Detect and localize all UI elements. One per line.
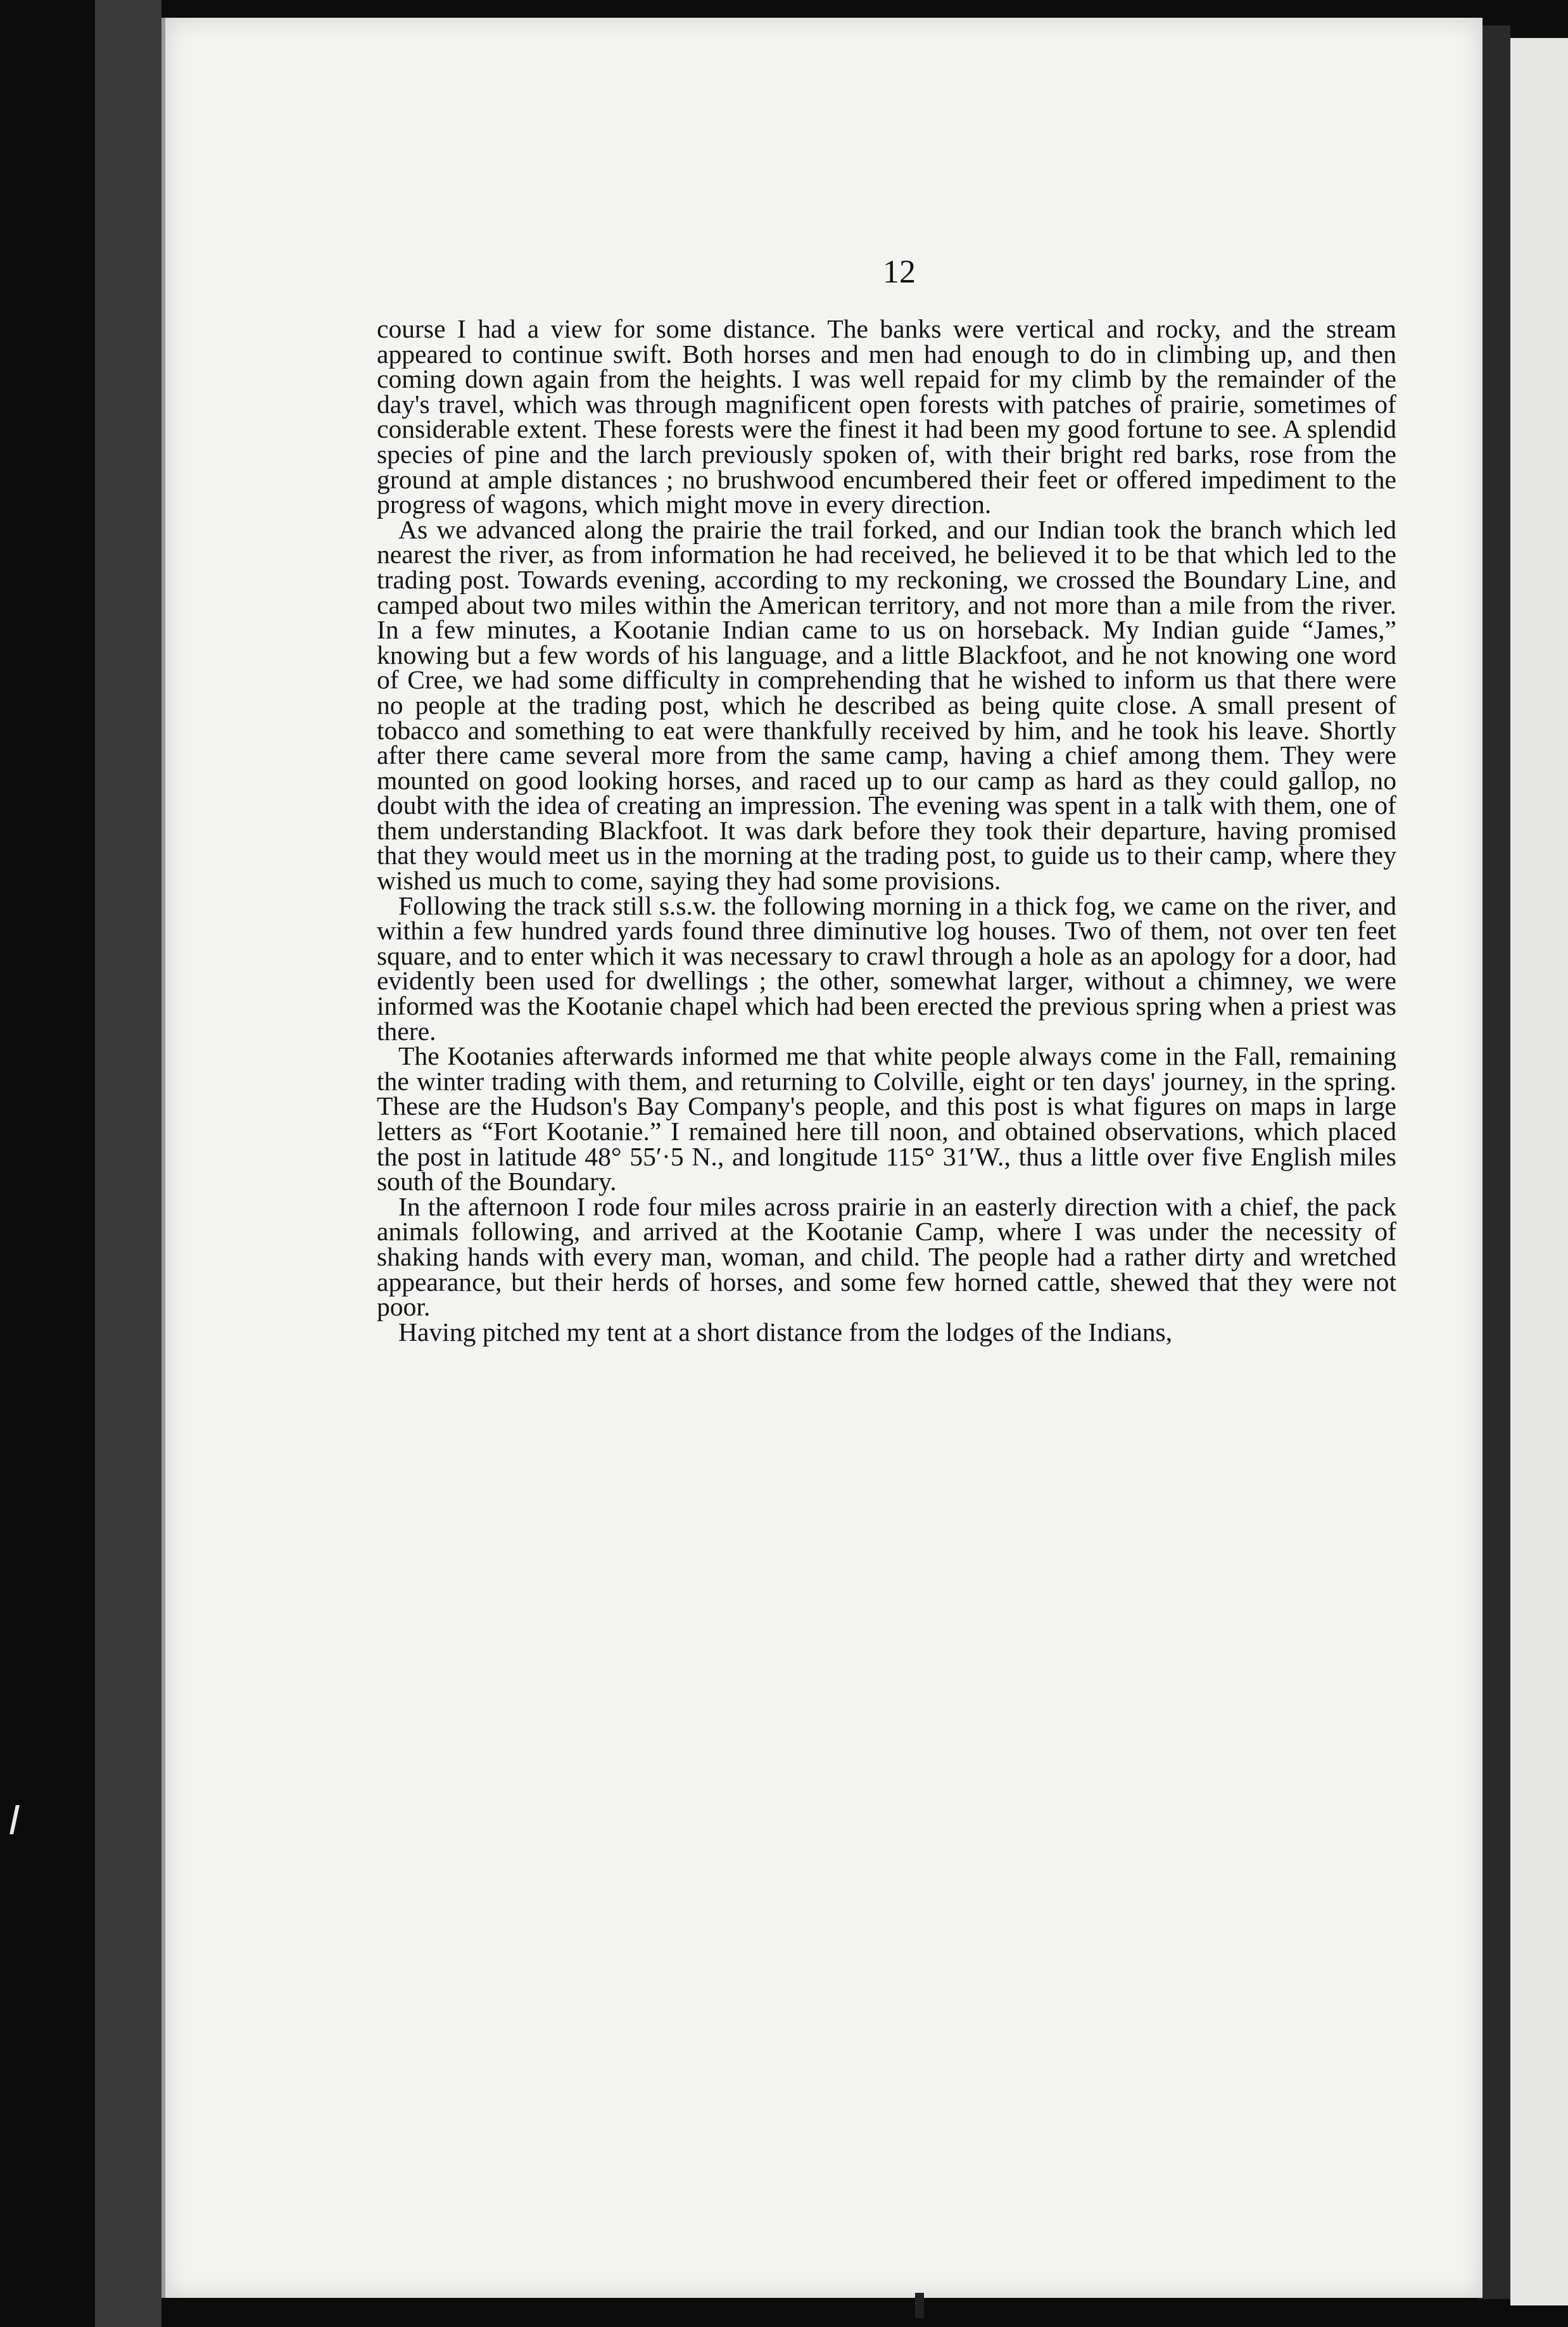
paragraph-4: The Kootanies afterwards informed me that white people always come in the Fall, remaining the winter trading with them, and returning to Colville, eight or ten days' journey, in the spring. These are the Hudson's Bay Company's people, and this post is what figures on maps in large letters as “Fort Kootanie.” I remained here till noon, and obtained observations, which placed the post in latitude 48° 55′·5 N., and longitude 115° 31′W., thus a little over five English miles south of the Boundary. — [377, 1041, 1396, 1196]
facing-page-edge — [1510, 38, 1568, 2305]
scan-artifact-bottom — [915, 2293, 924, 2318]
body-text — [377, 314, 1396, 1347]
paragraph-6: Having pitched my tent at a short distance from the lodges of the Indians, — [398, 1317, 1173, 1347]
paragraph-5: In the afternoon I rode four miles across prairie in an easterly direction with a chief, the pack animals following, and arrived at the Kootanie Camp, where I was under the necessity of shaking hands with every man, woman, and child. The people had a rather dirty and wretched appearance, but their herds of horses, and some few horned cattle, shewed that they were not poor. — [377, 1191, 1396, 1322]
page-number: 12 — [883, 254, 916, 290]
paragraph-2: As we advanced along the prairie the trail forked, and our Indian took the branch which led nearest the river, as from information he had received, he believed it to be that which led to the trading post. Towards evening, according to my reckoning, we crossed the Boundary Line, and camped about two miles within the American territory, and not more than a mile from the river. In a few minutes, a Kootanie Indian came to us on horseback. My Indian guide “James,” knowing but a few words of his language, and a little Blackfoot, and he not knowing one word of Cree, we had some difficulty in comprehending that he wished to inform us that there were no people at the trading post, which he described as being quite close. A small present of tobacco and something to eat were thankfully received by him, and he took his leave. Shortly after there came several more from the same camp, having a chief among them. They were mounted on good looking horses, and raced up to our camp as hard as they could gallop, no doubt with the idea of creating an impression. The evening was spent in a talk with them, one of them understanding Blackfoot. It was dark before they took their departure, having promised that they would meet us in the morning at the trading post, to guide us to their camp, where they wished us much to come, saying they had some provisions. — [377, 514, 1396, 896]
paragraph-3: Following the track still s.s.w. the following morning in a thick fog, we came on the river, and within a few hundred yards found three diminutive log houses. Two of them, not over ten feet square, and to enter which it was necessary to crawl through a hole as an apology for a door, had evidently been used for dwellings ; the other, somewhat larger, without a chimney, we were informed was the Kootanie chapel which had been erected the previous spring when a priest was there. — [377, 891, 1396, 1046]
book-spine-shadow — [95, 0, 161, 2327]
paragraph-1: course I had a view for some distance. The banks were vertical and rocky, and the stream appeared to continue swift. Both horses and men had enough to do in climbing up, and then coming down again from the heights. I was well repaid for my climb by the remainder of the day's travel, which was through magnificent open forests with patches of prairie, sometimes of considerable extent. These forests were the finest it had been my good fortune to see. A splendid species of pine and the larch previously spoken of, with their bright red barks, rose from the ground at ample distances ; no brushwood encumbered their feet or offered impediment to the progress of wagons, which might move in every direction. — [377, 314, 1396, 519]
page-gutter-shadow — [1479, 25, 1510, 2299]
